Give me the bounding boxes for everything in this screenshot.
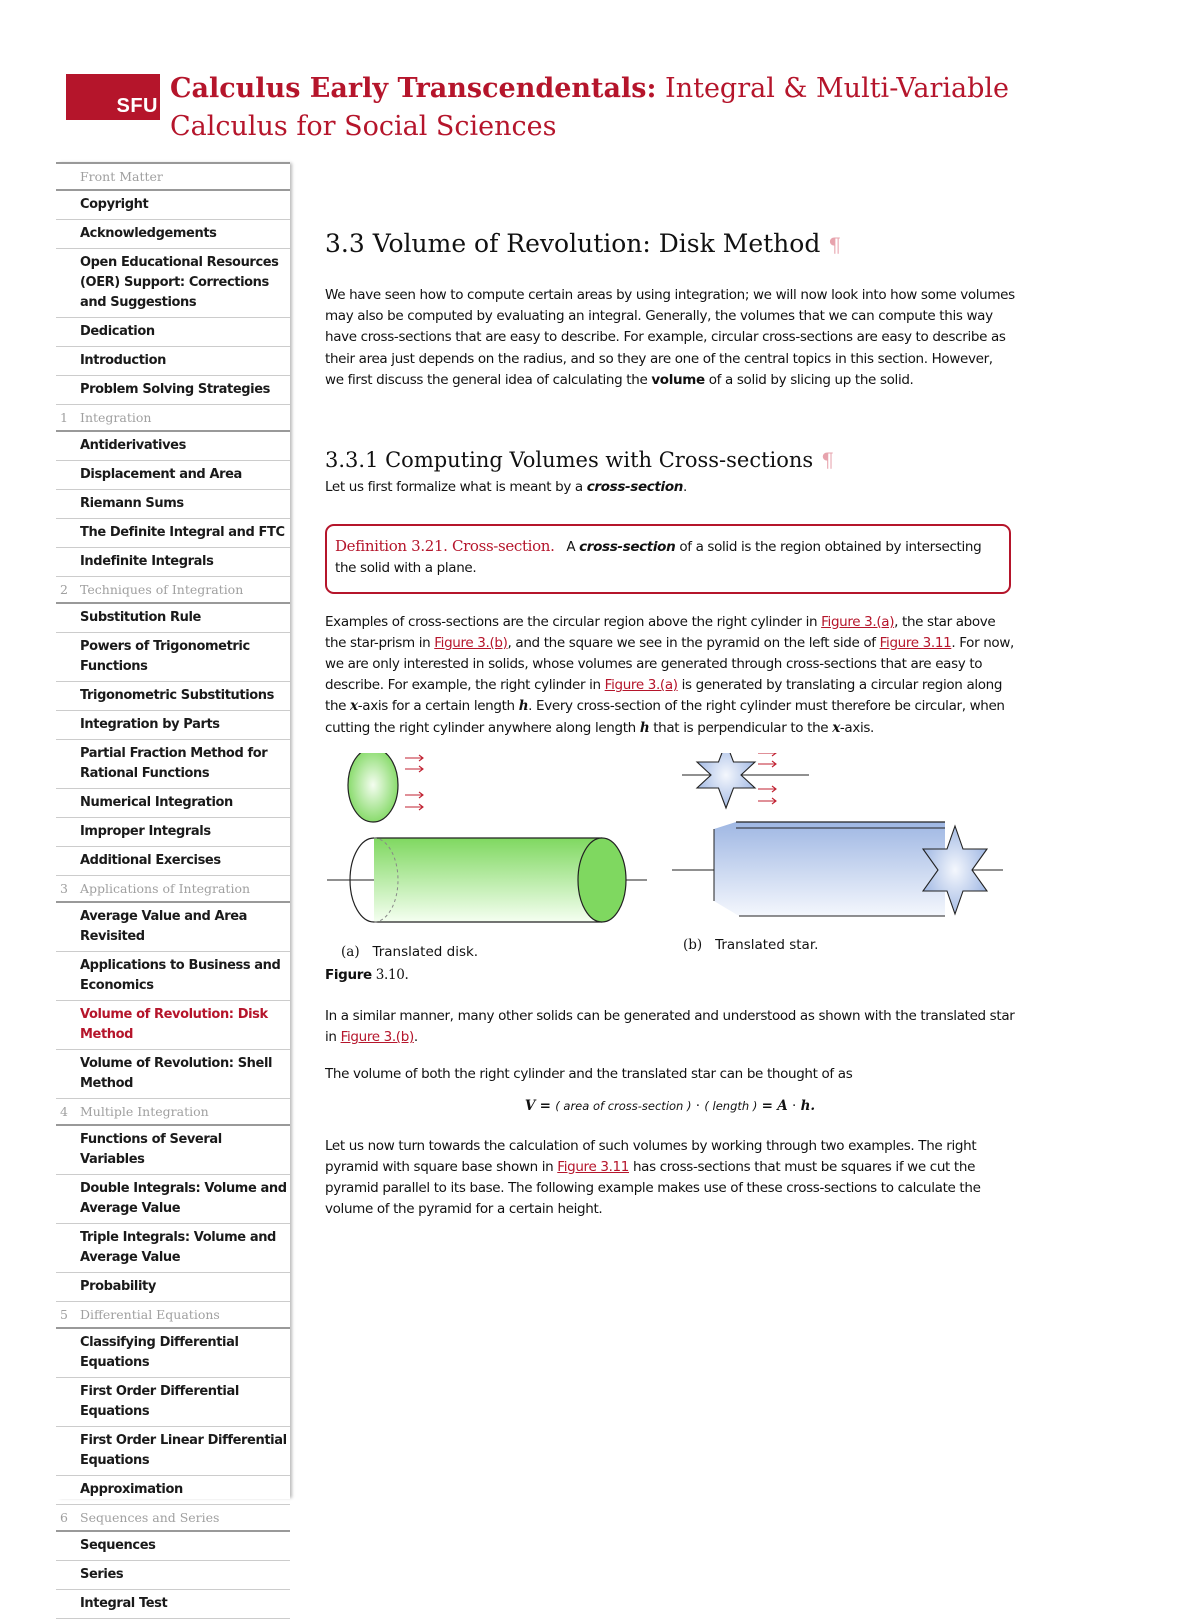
sfu-logo[interactable]: SFU [66,74,160,120]
toc-part-label: Front Matter [80,169,163,184]
toc-item-active[interactable]: Volume of Revolution: Disk Method [56,1001,290,1050]
toc-item[interactable]: Integral Test [56,1590,290,1619]
toc-part-number: 4 [60,1104,68,1119]
toc-item[interactable]: The Definite Integral and FTC [56,519,290,548]
toc-item[interactable]: Applications to Business and Economics [56,952,290,1001]
toc-part-number: 6 [60,1510,68,1525]
toc-item[interactable]: Sequences [56,1532,290,1561]
cylinder-body [374,838,602,922]
permalink-icon[interactable]: ¶ [821,448,834,473]
toc-part-number: 5 [60,1307,68,1322]
toc-item[interactable]: Indefinite Integrals [56,548,290,577]
toc-part-label: Applications of Integration [80,881,251,896]
toc-item[interactable]: Improper Integrals [56,818,290,847]
main-content [325,222,1015,1220]
volume-paragraph: The volume of both the right cylinder and the translated star can be thought of as [325,1066,853,1083]
toc-item[interactable]: First Order Linear Differential Equations [56,1427,290,1476]
toc-part-heading[interactable] [56,577,290,604]
toc-item[interactable]: Problem Solving Strategies [56,376,290,405]
toc-item[interactable]: Average Value and Area Revisited [56,903,290,952]
toc-item[interactable]: Trigonometric Substitutions [56,682,290,711]
section-title: 3.3 Volume of Revolution: Disk Method ¶ [325,229,842,258]
toc-item[interactable]: Introduction [56,347,290,376]
toc-item[interactable]: Substitution Rule [56,604,290,633]
translation-arrows-b [758,753,776,804]
definition-label: Definition 3.21. Cross-section. [335,537,555,556]
star-cross-section [697,753,755,808]
toc-item[interactable]: Additional Exercises [56,847,290,876]
toc-part-heading[interactable] [56,1302,290,1329]
subsection-title: 3.3.1 Computing Volumes with Cross-sections ¶ [325,448,834,473]
toc-item[interactable]: Powers of Trigonometric Functions [56,633,290,682]
formalize-paragraph: Let us first formalize what is meant by a cross-section. [325,479,687,496]
toc-part-heading[interactable] [56,164,290,191]
examples-paragraph: Examples of cross-sections are the circular region above the right cylinder in Figure 3.(a), the star above the star-prism in Figure 3.(b), and the square we see in the pyramid on the left side of Figure 3.11. For now, we are only interested in solids, whose volumes are generated through cross-sections that are easy to describe. For example, the right cylinder in Figure 3.(a) is generated by translating a circular region along the x-axis for a certain length h. Every cross-section of the right cylinder must therefore be circular, when cutting the right cylinder anywhere along length h that is perpendicular to the x-axis. [325,613,1014,736]
caption-a: (a) Translated disk. [341,943,479,960]
figure-3b-link[interactable]: Figure 3.(b) [340,1029,414,1046]
toc-item[interactable]: Classifying Differential Equations [56,1329,290,1378]
toc-part-heading[interactable] [56,876,290,903]
intro-paragraph: We have seen how to compute certain areas by using integration; we will now look into how some volumes may also be computed by evaluating an integral. Generally, the volumes that we can compute this way have cross-sections that are easy to describe. For example, circular cross-sections are easy to describe as their area just depends on the radius, and so they are one of the central topics in this section. However, we first discuss the general idea of calculating the volume of a solid by slicing up the solid. [325,287,1015,388]
cylinder-right-end [578,838,626,922]
toc-item[interactable]: Double Integrals: Volume and Average Value [56,1175,290,1224]
toc-item[interactable]: Volume of Revolution: Shell Method [56,1050,290,1099]
toc-part-heading[interactable] [56,1505,290,1532]
volume-equation: V = ( area of cross-section ) · ( length ) = A · h. [524,1097,816,1114]
toc-item[interactable]: Numerical Integration [56,789,290,818]
book-title[interactable]: Calculus Early Transcendentals: Integral & Multi-Variable Calculus for Social Sciences [170,73,1010,142]
figure-graphics [325,753,1015,963]
figure-3a-link[interactable]: Figure 3.(a) [821,613,895,630]
permalink-icon[interactable]: ¶ [828,233,842,257]
caption-b: (b) Translated star. [683,936,819,953]
toc-part-number: 1 [60,410,68,425]
turn-paragraph: Let us now turn towards the calculation of such volumes by working through two examples. The right pyramid with square base shown in Figure 3.11 has cross-sections that must be squares if we cut the pyramid parallel to its base. The following example makes use of these cross-sections to calculate the volume of the pyramid for a certain height. [325,1137,981,1218]
definition-box: Definition 3.21. Cross-section. A cross-section of a solid is the region obtained by intersecting the solid with a plane. [325,524,1011,593]
toc-item[interactable]: Open Educational Resources (OER) Support: Corrections and Suggestions [56,249,290,318]
figure-caption: Figure 3.10. [325,966,409,983]
toc-part-label: Multiple Integration [80,1104,209,1119]
toc-part-number: 3 [60,881,68,896]
toc-part-label: Sequences and Series [80,1510,220,1525]
toc-item[interactable]: Triple Integrals: Volume and Average Value [56,1224,290,1273]
toc-part-label: Integration [80,410,152,425]
translation-arrows-a [405,755,423,810]
toc-sidebar [56,162,290,1611]
toc-part-number: 2 [60,582,68,597]
figure-3-11-link[interactable]: Figure 3.11 [557,1158,629,1175]
figure-3b-link[interactable]: Figure 3.(b) [434,634,508,651]
toc-item[interactable]: Displacement and Area [56,461,290,490]
toc-item[interactable]: Probability [56,1273,290,1302]
toc-item[interactable]: Antiderivatives [56,432,290,461]
figure-3a-link[interactable]: Figure 3.(a) [604,677,678,694]
toc-item[interactable]: Series [56,1561,290,1590]
toc-item[interactable]: First Order Differential Equations [56,1378,290,1427]
toc-item[interactable]: Copyright [56,191,290,220]
toc-item[interactable]: Riemann Sums [56,490,290,519]
similar-paragraph: In a similar manner, many other solids can be generated and understood as shown with the translated star in Figure 3.(b). [325,1008,1015,1046]
toc-item[interactable]: Acknowledgements [56,220,290,249]
figure-3-10 [325,753,1015,963]
toc-part-heading[interactable] [56,1099,290,1126]
star-prism-body [714,822,945,916]
disk-cross-section [348,753,398,822]
toc-part-label: Differential Equations [80,1307,220,1322]
toc-item[interactable]: Functions of Several Variables [56,1126,290,1175]
toc-item[interactable]: Partial Fraction Method for Rational Functions [56,740,290,789]
toc-item[interactable]: Approximation [56,1476,290,1505]
toc-part-heading[interactable] [56,405,290,432]
toc-item[interactable]: Dedication [56,318,290,347]
toc-part-label: Techniques of Integration [80,582,244,597]
figure-3-11-link[interactable]: Figure 3.11 [879,634,952,651]
toc-item[interactable]: Integration by Parts [56,711,290,740]
